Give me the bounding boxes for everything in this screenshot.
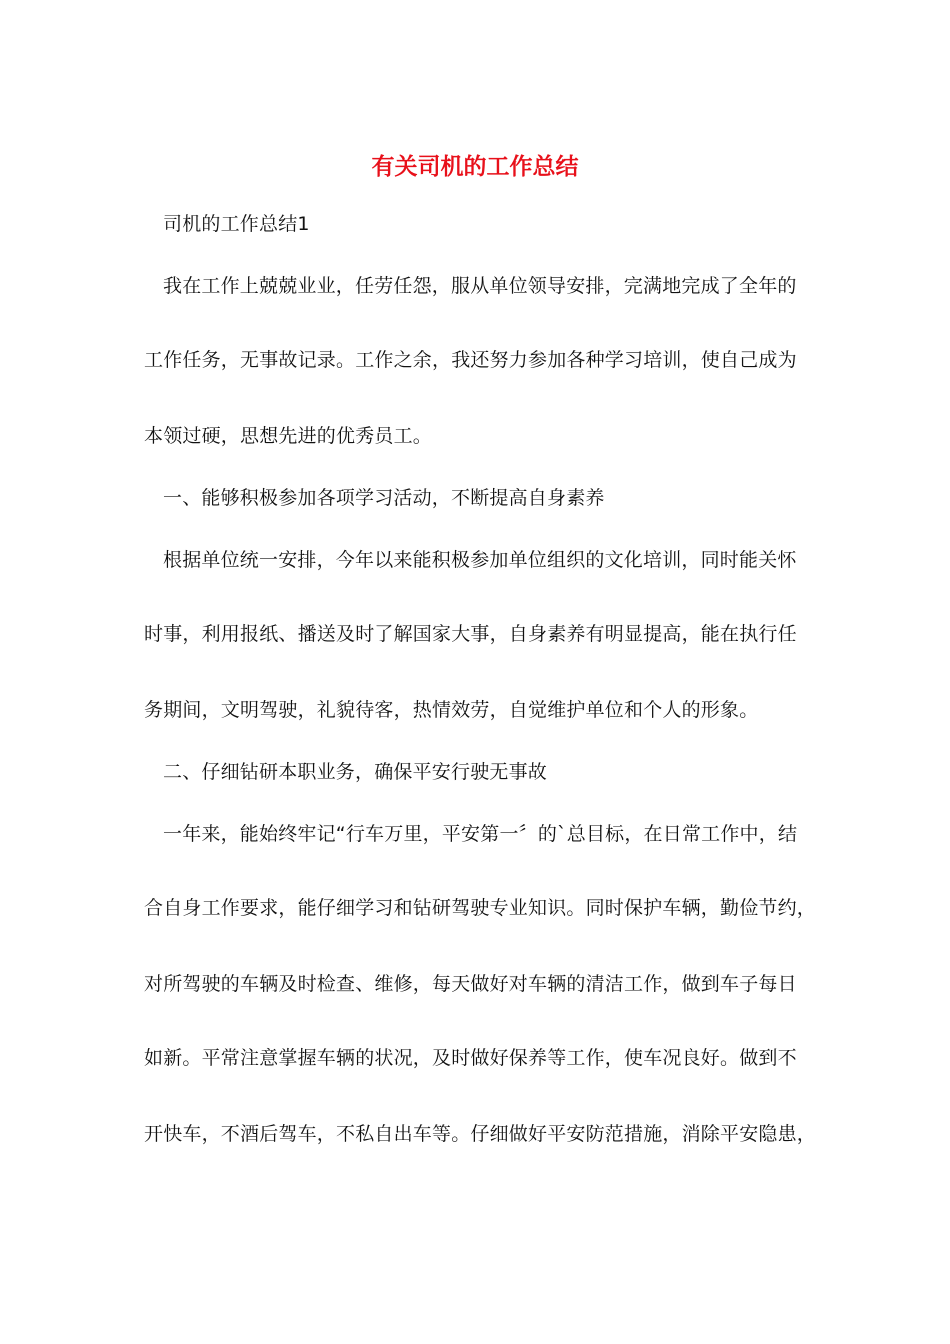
- section-subtitle: 司机的工作总结1: [163, 213, 310, 235]
- paragraph-line: 合自身工作要求，能仔细学习和钻研驾驶专业知识。同时保护车辆，勤俭节约，: [144, 897, 817, 919]
- paragraph-line: 务期间，文明驾驶，礼貌待客，热情效劳，自觉维护单位和个人的形象。: [144, 699, 759, 721]
- paragraph-line: 根据单位统一安排，今年以来能积极参加单位组织的文化培训，同时能关怀: [163, 549, 797, 571]
- document-title: 有关司机的工作总结: [371, 153, 579, 180]
- paragraph-line: 对所驾驶的车辆及时检查、维修，每天做好对车辆的清洁工作，做到车子每日: [144, 973, 797, 995]
- paragraph-line: 如新。平常注意掌握车辆的状况，及时做好保养等工作，使车况良好。做到不: [144, 1047, 797, 1069]
- section-heading-1: 一、能够积极参加各项学习活动，不断提高自身素养: [163, 487, 605, 509]
- paragraph-line: 一年来，能始终牢记“行车万里，平安第一〞的`总目标，在日常工作中，结: [163, 823, 798, 845]
- paragraph-line: 我在工作上兢兢业业，任劳任怨，服从单位领导安排，完满地完成了全年的: [163, 275, 797, 297]
- section-heading-2: 二、仔细钻研本职业务，确保平安行驶无事故: [163, 761, 548, 783]
- paragraph-line: 时事，利用报纸、播送及时了解国家大事，自身素养有明显提高，能在执行任: [144, 623, 797, 645]
- paragraph-line: 工作任务，无事故记录。工作之余，我还努力参加各种学习培训，使自己成为: [144, 349, 797, 371]
- paragraph-line: 开快车，不酒后驾车，不私自出车等。仔细做好平安防范措施，消除平安隐患，: [144, 1123, 817, 1145]
- paragraph-line: 本领过硬，思想先进的优秀员工。: [144, 425, 433, 447]
